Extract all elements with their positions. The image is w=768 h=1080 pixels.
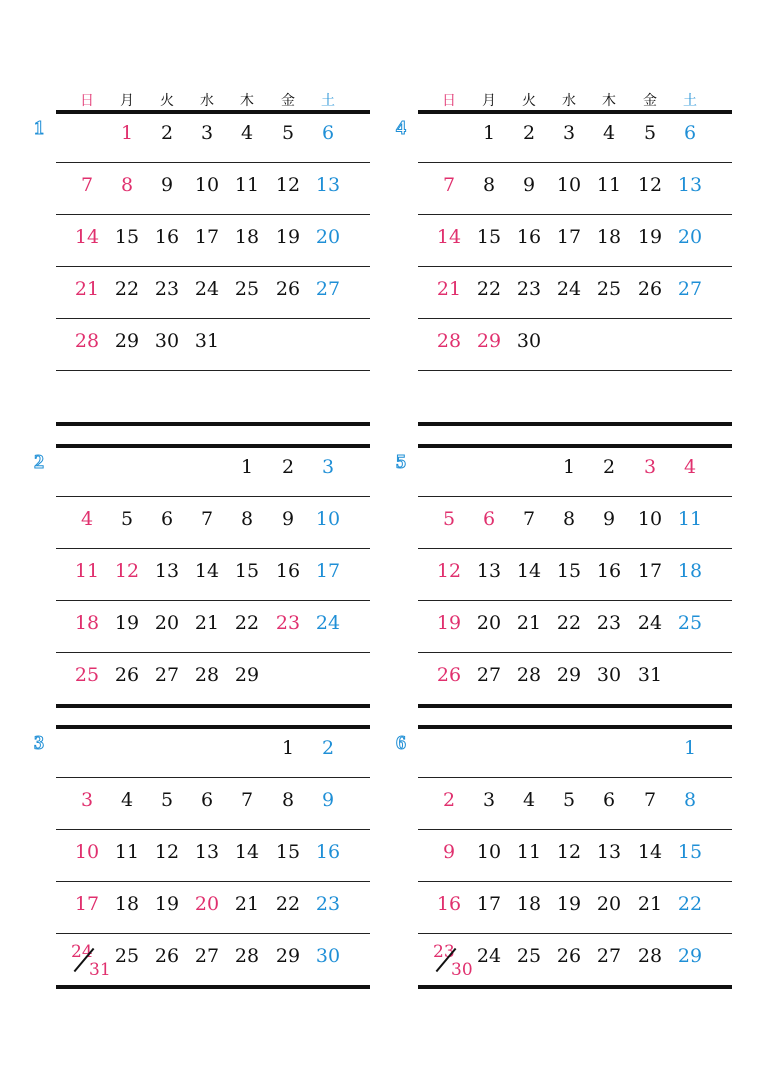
day-cell: 11 bbox=[74, 560, 100, 582]
day-cell: 28 bbox=[516, 664, 542, 686]
day-cell: 22 bbox=[476, 278, 502, 300]
row-rule bbox=[56, 600, 370, 601]
day-cell: 24 bbox=[476, 945, 502, 967]
day-cell: 8 bbox=[562, 508, 576, 530]
month-bottom-rule bbox=[56, 422, 370, 426]
day-cell: 11 bbox=[234, 174, 260, 196]
day-cell: 10 bbox=[315, 508, 341, 530]
day-cell: 19 bbox=[275, 226, 301, 248]
day-cell: 29 bbox=[556, 664, 582, 686]
day-cell: 3 bbox=[482, 789, 496, 811]
day-cell: 11 bbox=[596, 174, 622, 196]
day-cell: 28 bbox=[234, 945, 260, 967]
row-rule bbox=[56, 777, 370, 778]
day-cell: 10 bbox=[637, 508, 663, 530]
day-cell: 19 bbox=[556, 893, 582, 915]
day-cell: 18 bbox=[114, 893, 140, 915]
day-cell: 1 bbox=[120, 122, 134, 144]
day-cell: 26 bbox=[637, 278, 663, 300]
month-top-rule bbox=[56, 444, 370, 448]
day-cell: 27 bbox=[315, 278, 341, 300]
week-row bbox=[56, 558, 370, 610]
weekday-label: 金 bbox=[281, 93, 295, 109]
day-cell: 16 bbox=[516, 226, 542, 248]
day-cell: 4 bbox=[683, 456, 697, 478]
week-row bbox=[56, 276, 370, 328]
day-cell: 20 bbox=[596, 893, 622, 915]
day-cell: 30 bbox=[154, 330, 180, 352]
week-row bbox=[418, 120, 732, 172]
row-rule bbox=[418, 881, 732, 882]
day-cell: 23 bbox=[154, 278, 180, 300]
row-rule bbox=[56, 548, 370, 549]
week-row bbox=[56, 506, 370, 558]
day-cell: 11 bbox=[114, 841, 140, 863]
day-cell: 1 bbox=[281, 737, 295, 759]
row-rule bbox=[418, 777, 732, 778]
day-cell: 8 bbox=[683, 789, 697, 811]
day-cell: 2 bbox=[442, 789, 456, 811]
weekday-label: 水 bbox=[562, 93, 576, 109]
day-cell: 22 bbox=[114, 278, 140, 300]
row-rule bbox=[418, 933, 732, 934]
day-cell: 12 bbox=[556, 841, 582, 863]
day-cell: 4 bbox=[602, 122, 616, 144]
day-cell: 21 bbox=[516, 612, 542, 634]
day-cell: 8 bbox=[120, 174, 134, 196]
day-cell: 31 bbox=[637, 664, 663, 686]
day-cell: 11 bbox=[677, 508, 703, 530]
day-cell: 18 bbox=[234, 226, 260, 248]
day-cell: 20 bbox=[154, 612, 180, 634]
day-cell: 24 bbox=[556, 278, 582, 300]
day-cell: 3 bbox=[321, 456, 335, 478]
weekday-label: 月 bbox=[120, 93, 134, 109]
week-row bbox=[56, 891, 370, 943]
row-rule bbox=[56, 496, 370, 497]
day-cell: 7 bbox=[522, 508, 536, 530]
day-cell: 25 bbox=[234, 278, 260, 300]
day-cell: 29 bbox=[234, 664, 260, 686]
day-cell: 12 bbox=[436, 560, 462, 582]
day-cell: 26 bbox=[114, 664, 140, 686]
day-cell: 29 bbox=[114, 330, 140, 352]
day-cell: 13 bbox=[677, 174, 703, 196]
day-cell: 14 bbox=[436, 226, 462, 248]
weekday-label: 土 bbox=[683, 93, 697, 109]
day-cell: 22 bbox=[677, 893, 703, 915]
day-cell: 11 bbox=[516, 841, 542, 863]
day-cell: 7 bbox=[240, 789, 254, 811]
day-cell: 16 bbox=[154, 226, 180, 248]
week-row bbox=[418, 891, 732, 943]
day-cell: 2 bbox=[602, 456, 616, 478]
row-rule bbox=[418, 266, 732, 267]
weekday-label: 火 bbox=[522, 93, 536, 109]
day-cell: 21 bbox=[194, 612, 220, 634]
week-row bbox=[56, 172, 370, 224]
day-cell: 18 bbox=[677, 560, 703, 582]
month-top-rule bbox=[418, 725, 732, 729]
day-cell: 21 bbox=[74, 278, 100, 300]
day-cell: 1 bbox=[562, 456, 576, 478]
week-row bbox=[56, 120, 370, 172]
weekday-label: 金 bbox=[643, 93, 657, 109]
day-cell: 15 bbox=[114, 226, 140, 248]
day-cell: 30 bbox=[596, 664, 622, 686]
day-cell: 17 bbox=[476, 893, 502, 915]
day-cell: 16 bbox=[436, 893, 462, 915]
day-cell: 19 bbox=[154, 893, 180, 915]
day-cell: 12 bbox=[154, 841, 180, 863]
day-cell: 5 bbox=[562, 789, 576, 811]
day-cell: 27 bbox=[596, 945, 622, 967]
week-row bbox=[56, 735, 370, 787]
week-row bbox=[56, 224, 370, 276]
day-cell: 25 bbox=[516, 945, 542, 967]
row-rule bbox=[56, 829, 370, 830]
day-cell: 14 bbox=[234, 841, 260, 863]
day-cell: 14 bbox=[637, 841, 663, 863]
day-cell: 9 bbox=[321, 789, 335, 811]
day-cell: 20 bbox=[677, 226, 703, 248]
day-cell: 6 bbox=[321, 122, 335, 144]
day-cell: 4 bbox=[80, 508, 94, 530]
day-cell: 28 bbox=[74, 330, 100, 352]
week-row bbox=[418, 839, 732, 891]
row-rule bbox=[418, 214, 732, 215]
day-cell: 2 bbox=[522, 122, 536, 144]
month-number: 3 bbox=[34, 732, 44, 754]
day-cell: 15 bbox=[234, 560, 260, 582]
week-row bbox=[418, 787, 732, 839]
day-cell: 26 bbox=[556, 945, 582, 967]
month-number: 6 bbox=[396, 732, 406, 754]
day-cell: 16 bbox=[596, 560, 622, 582]
day-cell: 9 bbox=[160, 174, 174, 196]
day-cell: 27 bbox=[677, 278, 703, 300]
day-cell: 13 bbox=[315, 174, 341, 196]
weekday-label: 木 bbox=[602, 93, 616, 109]
week-row bbox=[56, 787, 370, 839]
week-row bbox=[418, 506, 732, 558]
day-number: 31 bbox=[89, 960, 111, 980]
day-cell: 6 bbox=[602, 789, 616, 811]
day-cell: 23 bbox=[516, 278, 542, 300]
day-cell: 29 bbox=[677, 945, 703, 967]
day-cell: 21 bbox=[234, 893, 260, 915]
month-bottom-rule bbox=[418, 422, 732, 426]
month-top-rule bbox=[418, 110, 732, 114]
day-cell: 12 bbox=[275, 174, 301, 196]
day-cell: 22 bbox=[556, 612, 582, 634]
day-cell: 21 bbox=[436, 278, 462, 300]
row-rule bbox=[418, 162, 732, 163]
week-row bbox=[418, 328, 732, 380]
day-cell: 18 bbox=[74, 612, 100, 634]
weekday-label: 月 bbox=[482, 93, 496, 109]
day-cell: 31 bbox=[194, 330, 220, 352]
day-cell: 18 bbox=[516, 893, 542, 915]
day-cell: 27 bbox=[154, 664, 180, 686]
day-cell: 10 bbox=[476, 841, 502, 863]
day-cell: 20 bbox=[476, 612, 502, 634]
day-cell: 7 bbox=[80, 174, 94, 196]
day-cell: 27 bbox=[476, 664, 502, 686]
month-bottom-rule bbox=[418, 704, 732, 708]
day-number: 30 bbox=[451, 960, 473, 980]
month-number: 1 bbox=[34, 117, 44, 139]
day-cell: 8 bbox=[281, 789, 295, 811]
day-cell: 1 bbox=[482, 122, 496, 144]
day-cell: 25 bbox=[74, 664, 100, 686]
day-cell: 15 bbox=[677, 841, 703, 863]
day-number: 24 bbox=[71, 942, 93, 962]
day-cell: 17 bbox=[74, 893, 100, 915]
weekday-label: 土 bbox=[321, 93, 335, 109]
day-cell: 30 bbox=[315, 945, 341, 967]
weekday-label: 水 bbox=[200, 93, 214, 109]
row-rule bbox=[418, 496, 732, 497]
day-cell: 2 bbox=[321, 737, 335, 759]
row-rule bbox=[56, 162, 370, 163]
row-rule bbox=[418, 652, 732, 653]
day-cell: 15 bbox=[476, 226, 502, 248]
day-cell: 5 bbox=[120, 508, 134, 530]
day-cell: 6 bbox=[200, 789, 214, 811]
day-cell: 3 bbox=[200, 122, 214, 144]
day-cell: 21 bbox=[637, 893, 663, 915]
day-cell: 3 bbox=[562, 122, 576, 144]
day-cell: 30 bbox=[516, 330, 542, 352]
day-cell: 15 bbox=[275, 841, 301, 863]
day-cell: 22 bbox=[234, 612, 260, 634]
day-cell: 19 bbox=[637, 226, 663, 248]
day-cell: 3 bbox=[80, 789, 94, 811]
day-cell: 18 bbox=[596, 226, 622, 248]
week-row bbox=[418, 610, 732, 662]
day-cell: 23 bbox=[315, 893, 341, 915]
day-cell: 17 bbox=[194, 226, 220, 248]
day-cell: 17 bbox=[637, 560, 663, 582]
row-rule bbox=[56, 318, 370, 319]
day-cell: 15 bbox=[556, 560, 582, 582]
row-rule bbox=[56, 881, 370, 882]
day-cell: 13 bbox=[596, 841, 622, 863]
day-cell: 12 bbox=[637, 174, 663, 196]
row-rule bbox=[56, 266, 370, 267]
day-cell: 25 bbox=[114, 945, 140, 967]
day-cell: 1 bbox=[240, 456, 254, 478]
day-cell: 28 bbox=[194, 664, 220, 686]
week-row bbox=[418, 172, 732, 224]
day-cell: 20 bbox=[315, 226, 341, 248]
month-top-rule bbox=[418, 444, 732, 448]
week-row bbox=[418, 276, 732, 328]
month-top-rule bbox=[56, 110, 370, 114]
day-cell: 24 bbox=[194, 278, 220, 300]
day-cell: 19 bbox=[114, 612, 140, 634]
day-cell: 29 bbox=[476, 330, 502, 352]
day-cell: 2 bbox=[281, 456, 295, 478]
month-number: 4 bbox=[396, 117, 406, 139]
week-row bbox=[56, 839, 370, 891]
day-cell: 23 bbox=[275, 612, 301, 634]
day-cell: 17 bbox=[556, 226, 582, 248]
day-cell: 23 bbox=[596, 612, 622, 634]
day-cell: 9 bbox=[442, 841, 456, 863]
day-cell: 5 bbox=[160, 789, 174, 811]
day-cell: 26 bbox=[154, 945, 180, 967]
day-cell: 13 bbox=[154, 560, 180, 582]
day-cell: 5 bbox=[442, 508, 456, 530]
day-cell: 3 bbox=[643, 456, 657, 478]
day-cell: 13 bbox=[476, 560, 502, 582]
day-cell: 7 bbox=[643, 789, 657, 811]
row-rule bbox=[56, 933, 370, 934]
day-cell: 22 bbox=[275, 893, 301, 915]
day-cell: 16 bbox=[315, 841, 341, 863]
week-row bbox=[56, 328, 370, 380]
week-row bbox=[418, 224, 732, 276]
day-cell: 26 bbox=[436, 664, 462, 686]
day-cell: 14 bbox=[194, 560, 220, 582]
day-cell: 28 bbox=[436, 330, 462, 352]
day-cell: 9 bbox=[602, 508, 616, 530]
week-row bbox=[418, 558, 732, 610]
day-cell: 24 bbox=[315, 612, 341, 634]
row-rule bbox=[418, 370, 732, 371]
month-bottom-rule bbox=[56, 985, 370, 989]
day-cell: 8 bbox=[240, 508, 254, 530]
day-cell: 5 bbox=[281, 122, 295, 144]
row-rule bbox=[56, 214, 370, 215]
day-cell: 8 bbox=[482, 174, 496, 196]
day-cell: 17 bbox=[315, 560, 341, 582]
day-cell: 20 bbox=[194, 893, 220, 915]
day-cell: 9 bbox=[281, 508, 295, 530]
day-cell: 29 bbox=[275, 945, 301, 967]
day-number: 23 bbox=[433, 942, 455, 962]
day-cell: 16 bbox=[275, 560, 301, 582]
month-top-rule bbox=[56, 725, 370, 729]
month-number: 2 bbox=[34, 451, 44, 473]
weekday-label: 日 bbox=[442, 93, 456, 109]
day-cell: 19 bbox=[436, 612, 462, 634]
row-rule bbox=[418, 548, 732, 549]
day-cell: 1 bbox=[683, 737, 697, 759]
week-row bbox=[56, 610, 370, 662]
row-rule bbox=[56, 370, 370, 371]
day-cell: 10 bbox=[74, 841, 100, 863]
day-cell: 25 bbox=[596, 278, 622, 300]
week-row bbox=[56, 454, 370, 506]
day-cell: 14 bbox=[516, 560, 542, 582]
row-rule bbox=[418, 318, 732, 319]
weekday-label: 木 bbox=[240, 93, 254, 109]
day-cell: 9 bbox=[522, 174, 536, 196]
month-bottom-rule bbox=[56, 704, 370, 708]
day-cell: 6 bbox=[482, 508, 496, 530]
row-rule bbox=[56, 652, 370, 653]
week-row bbox=[418, 454, 732, 506]
day-cell: 4 bbox=[120, 789, 134, 811]
day-cell: 26 bbox=[275, 278, 301, 300]
row-rule bbox=[418, 600, 732, 601]
day-cell: 25 bbox=[677, 612, 703, 634]
day-cell: 12 bbox=[114, 560, 140, 582]
day-cell: 2 bbox=[160, 122, 174, 144]
day-cell: 7 bbox=[442, 174, 456, 196]
week-row bbox=[418, 735, 732, 787]
day-cell: 28 bbox=[637, 945, 663, 967]
day-cell: 7 bbox=[200, 508, 214, 530]
day-cell: 6 bbox=[683, 122, 697, 144]
day-cell: 24 bbox=[637, 612, 663, 634]
row-rule bbox=[418, 829, 732, 830]
month-number: 5 bbox=[396, 451, 406, 473]
day-cell: 4 bbox=[522, 789, 536, 811]
month-bottom-rule bbox=[418, 985, 732, 989]
day-cell: 14 bbox=[74, 226, 100, 248]
weekday-label: 日 bbox=[80, 93, 94, 109]
day-cell: 27 bbox=[194, 945, 220, 967]
day-cell: 13 bbox=[194, 841, 220, 863]
day-cell: 6 bbox=[160, 508, 174, 530]
day-cell: 4 bbox=[240, 122, 254, 144]
day-cell: 10 bbox=[556, 174, 582, 196]
weekday-label: 火 bbox=[160, 93, 174, 109]
day-cell: 10 bbox=[194, 174, 220, 196]
day-cell: 5 bbox=[643, 122, 657, 144]
